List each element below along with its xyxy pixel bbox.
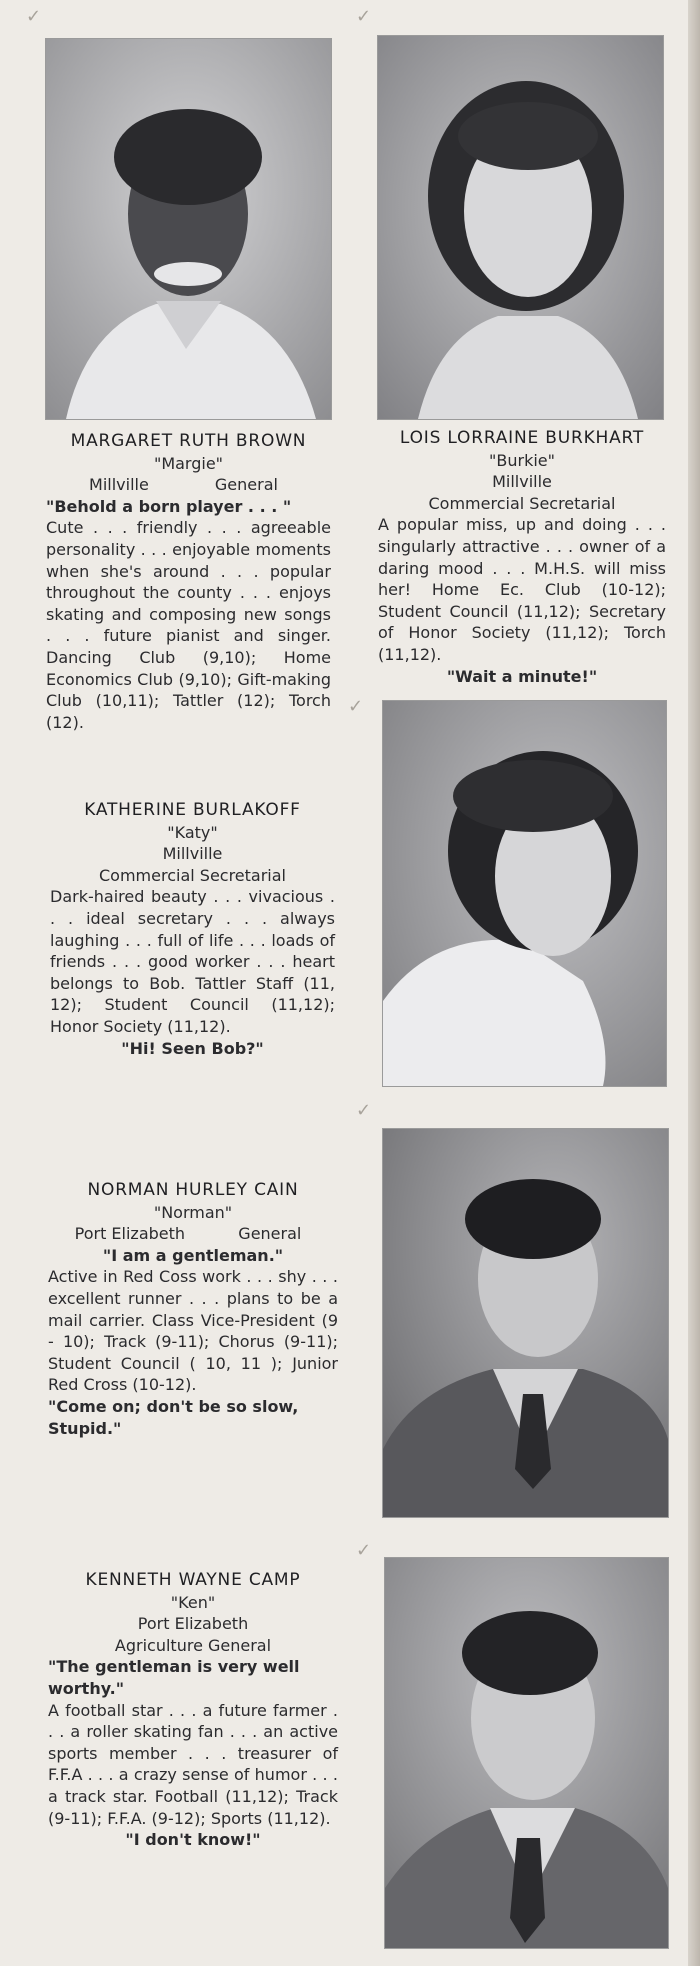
- town-course-row: [46, 474, 331, 496]
- check-mark-icon: ✓: [356, 1540, 372, 1561]
- student-entry-lois: [378, 428, 666, 687]
- student-hometown: Port Elizabeth: [137, 1614, 249, 1634]
- student-entry-katherine: [50, 800, 335, 1059]
- student-name: MARGARET RUTH BROWN: [70, 431, 307, 451]
- student-course: Agriculture General: [114, 1635, 272, 1655]
- check-mark-icon: ✓: [356, 6, 372, 27]
- student-bio: A popular miss, up and doing . . . singularly attractive . . . owner of a daring mood . . . M.H.S. will miss her! Home Ec. Club (10-12); Student Council (11,12); Secretary of Honor Society (11,12); Torch (11,12).: [378, 515, 666, 664]
- student-motto: "The gentleman is very well worthy.": [48, 1657, 300, 1698]
- student-course: Commercial Secretarial: [428, 493, 616, 513]
- student-hometown: Millville: [89, 475, 149, 495]
- student-course: General: [214, 475, 278, 495]
- student-bio: A football star . . . a future farmer . . . a roller skating fan . . . an active sports member . . . treasurer of F.F.A . . . a crazy sense of humor . . . a track star. Football (11,12); Track (9-11); F.F.A. (9-12); Sports (11,12).: [48, 1700, 338, 1828]
- student-nickname: "Margie": [153, 453, 224, 473]
- student-bio: Active in Red Coss work . . . shy . . . excellent runner . . . plans to be a mail carrier. Class Vice-President (9 - 10); Track (9-11); Chorus (9-11); Student Council ( 10, 11 ); Junior Red Cross (10-12).: [48, 1267, 338, 1395]
- student-motto: "Behold a born player . . . ": [46, 496, 292, 516]
- student-motto: "Hi! Seen Bob?": [121, 1038, 264, 1058]
- student-quote: "I don't know!": [125, 1830, 261, 1850]
- student-hometown: Millville: [492, 472, 552, 492]
- student-bio: Dark-haired beauty . . . vivacious . . . ideal secretary . . . always laughing . . . full of life . . . loads of friends . . . good worker . . . heart belongs to Bob. Tattler Staff (11, 12); Student Council (11,12); Honor Society (11,12).: [50, 887, 335, 1036]
- student-hometown: Millville: [162, 844, 223, 864]
- student-name: KENNETH WAYNE CAMP: [85, 1570, 301, 1590]
- portrait-photo-katherine: [382, 700, 667, 1087]
- check-mark-icon: ✓: [348, 696, 364, 717]
- student-name: LOIS LORRAINE BURKHART: [399, 428, 645, 448]
- portrait-photo-margaret: [45, 38, 332, 420]
- student-hometown: Port Elizabeth: [74, 1224, 186, 1244]
- student-entry-kenneth: [48, 1570, 338, 1851]
- portrait-photo-norman: [382, 1128, 669, 1518]
- student-entry-norman: [48, 1180, 338, 1439]
- portrait-photo-kenneth: [384, 1557, 669, 1949]
- check-mark-icon: ✓: [356, 1100, 372, 1121]
- portrait-photo-lois: [377, 35, 664, 420]
- student-course: General: [238, 1224, 302, 1244]
- student-bio: Cute . . . friendly . . . agreeable personality . . . enjoyable moments when she's around . . . popular throughout the county . . . enjoys skating and composing new songs . . . future pianist and singer. Dancing Club (9,10); Home Economics Club (9,10); Gift-making Club (10,11); Tattler (12); Torch (12).: [46, 518, 331, 732]
- student-nickname: "Ken": [170, 1592, 216, 1612]
- town-course-row: [48, 1223, 338, 1245]
- student-name: KATHERINE BURLAKOFF: [84, 800, 301, 820]
- student-course: Commercial Secretarial: [99, 865, 286, 885]
- student-quote: "Come on; don't be so slow, Stupid.": [48, 1396, 299, 1438]
- student-motto: "Wait a minute!": [446, 666, 598, 686]
- student-nickname: "Norman": [153, 1202, 233, 1222]
- page-edge: [688, 0, 700, 1966]
- check-mark-icon: ✓: [26, 6, 42, 27]
- student-name: NORMAN HURLEY CAIN: [87, 1180, 299, 1200]
- student-nickname: "Katy": [167, 822, 218, 842]
- student-motto: "I am a gentleman.": [102, 1245, 284, 1265]
- student-entry-margaret: [46, 431, 331, 733]
- student-nickname: "Burkie": [489, 450, 555, 470]
